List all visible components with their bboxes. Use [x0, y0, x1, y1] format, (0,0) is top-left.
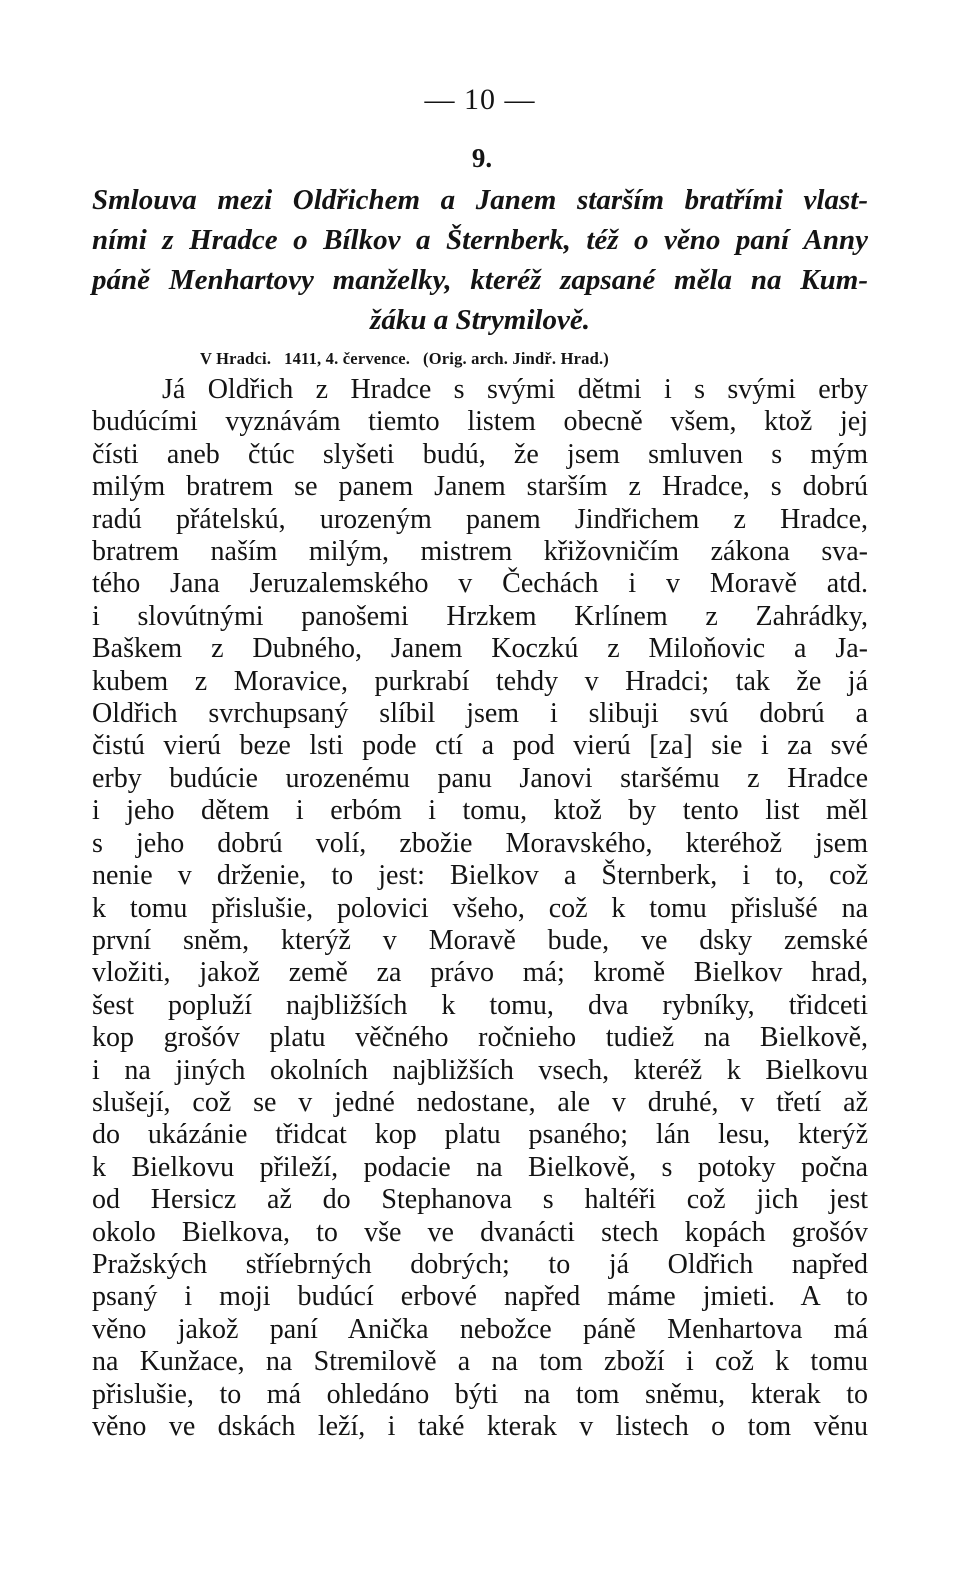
- title-line: žáku a Strymilově.: [370, 304, 590, 336]
- body-line: věno ve dskách leží, i také kterak v listech o tom věnu: [92, 1411, 868, 1442]
- body-line: i jeho dětem i erbóm i tomu, ktož by tento list měl: [92, 795, 868, 827]
- body-line: na Kunžace, na Stremilově a na tom zboží i což k tomu: [92, 1346, 868, 1378]
- body-line: Já Oldřich z Hradce s svými dětmi i s svými erby: [162, 374, 868, 405]
- title-line: ními z Hradce o Bílkov a Šternberk, též o věno paní Anny: [92, 224, 868, 256]
- body-line: Baškem z Dubného, Janem Koczkú z Miloňovic a Ja-: [92, 633, 868, 665]
- body-line: milým bratrem se panem Janem starším z Hradce, s dobrú: [92, 471, 868, 503]
- body-line: nenie v drženie, to jest: Bielkov a Šternberk, i to, což: [92, 860, 868, 892]
- body-line: kop grošóv platu věčného ročnieho tudiež na Bielkově,: [92, 1022, 868, 1054]
- page-number: — 10 —: [424, 83, 536, 116]
- body-line: Oldřich svrchupsaný slíbil jsem i slibuji svú dobrú a: [92, 698, 868, 730]
- body-line: tého Jana Jeruzalemského v Čechách i v Moravě atd.: [92, 568, 868, 600]
- body-line: i na jiných okolních najbližších vsech, kteréž k Bielkovu: [92, 1054, 868, 1086]
- body-line: od Hersicz až do Stephanova s haltéři což jich jest: [92, 1184, 868, 1216]
- title-line: Smlouva mezi Oldřichem a Janem starším bratřími vlast-: [92, 184, 868, 216]
- body-line: s jeho dobrú volí, zbožie Moravského, kteréhož jsem: [92, 827, 868, 859]
- document-body: [92, 374, 868, 1443]
- body-line: slušejí, což se v jedné nedostane, ale v druhé, v třetí až: [92, 1086, 868, 1118]
- body-line: i slovútnými panošemi Hrzkem Krlínem z Zahrádky,: [92, 600, 868, 632]
- body-line: Pražských stříebrných dobrých; to já Oldřich napřed: [92, 1248, 868, 1280]
- body-line: první sněm, kterýž v Moravě bude, ve dsky zemské: [92, 924, 868, 956]
- body-line: erby budúcie urozenému panu Janovi staršému z Hradce: [92, 762, 868, 794]
- title-line: páně Menhartovy manželky, kteréž zapsané měla na Kum-: [92, 264, 868, 296]
- body-line: kubem z Moravice, purkrabí tehdy v Hradci; tak že já: [92, 665, 868, 697]
- document-page: [92, 80, 868, 1443]
- body-line: šest popluží najbližších k tomu, dva rybníky, třidceti: [92, 989, 868, 1021]
- body-line: vložiti, jakož země za právo má; kromě Bielkov hrad,: [92, 957, 868, 989]
- body-line: k Bielkovu přileží, podacie na Bielkově, s potoky počna: [92, 1151, 868, 1183]
- document-title: [92, 180, 868, 340]
- body-line: psaný i moji budúcí erbové napřed máme jmieti. A to: [92, 1281, 868, 1313]
- body-line: věno jakož paní Anička nebožce páně Menhartova má: [92, 1313, 868, 1345]
- body-line: čísti aneb čtúc slyšeti budú, že jsem smluven s mým: [92, 438, 868, 470]
- body-line: bratrem naším milým, mistrem křižovničím zákona sva-: [92, 536, 868, 568]
- document-number: 9.: [471, 143, 493, 173]
- body-line: čistú vierú beze lsti pode ctí a pod vierú [za] sie i za své: [92, 730, 868, 762]
- body-line: do ukázánie třidcat kop platu psaného; lán lesu, kterýž: [92, 1119, 868, 1151]
- body-line: radú přátelskú, urozeným panem Jindřichem z Hradce,: [92, 503, 868, 535]
- source-citation: V Hradci. 1411, 4. července. (Orig. arch. Jindř. Hrad.): [200, 349, 609, 368]
- body-line: přislušie, to má ohledáno býti na tom sněmu, kterak to: [92, 1378, 868, 1410]
- body-line: okolo Bielkova, to vše ve dvanácti stech kopách grošóv: [92, 1216, 868, 1248]
- body-line: k tomu přislušie, polovici všeho, což k tomu přislušé na: [92, 892, 868, 924]
- body-line: budúcími vyznávám tiemto listem obecně všem, ktož jej: [92, 406, 868, 438]
